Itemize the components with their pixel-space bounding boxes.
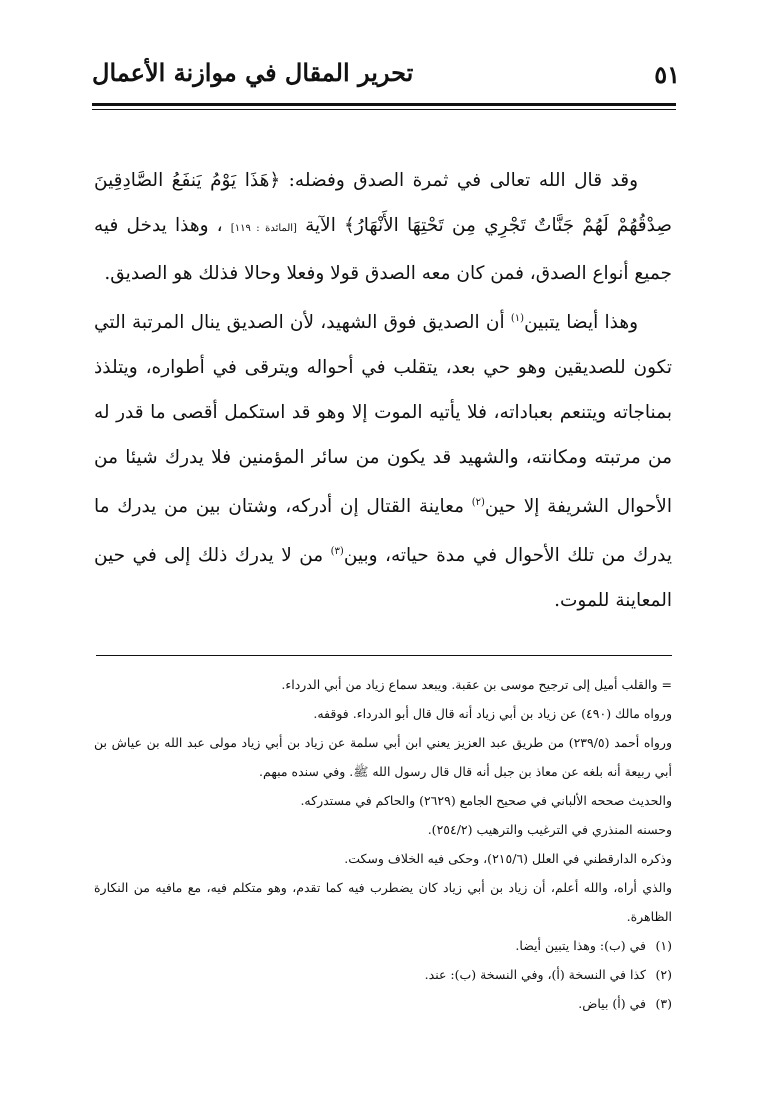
header-rule-thin — [92, 109, 676, 110]
footnote-separator — [96, 655, 672, 656]
footnote-3 — [94, 989, 672, 1018]
footnote-number: (١) — [655, 938, 672, 953]
footnote-1 — [94, 931, 672, 960]
page-number: ٥١ — [654, 60, 680, 89]
footnote-continuation-7: والذي أراه، والله أعلم، أن زياد بن أبي زياد كان يضطرب فيه كما تقدم، وهو متكلم فيه، مع مافيه من النكارة الظاهرة. — [94, 880, 672, 924]
footnote-continuation-5: وحسنه المنذري في الترغيب والترهيب (٢٥٤/٢). — [427, 822, 672, 837]
footnote-continuation-2: ورواه مالك (٤٩٠) عن زياد بن أبي زياد أنه قال قال أبو الدرداء. فوقفه. — [313, 706, 672, 721]
footnote-continuation-4: والحديث صححه الألباني في صحيح الجامع (٢٦٢٩) والحاكم في مستدركه. — [300, 793, 672, 808]
footnote-ref-3: (٣) — [330, 546, 344, 558]
footnote-ref-2: (٢) — [471, 497, 485, 509]
paragraph-2 — [94, 296, 672, 623]
footnote-text: كذا في النسخة (أ)، وفي النسخة (ب): عند. — [424, 967, 646, 982]
p1-rest: ، وهذا يدخل فيه جميع أنواع الصدق، فمن كان معه الصدق قولا وفعلا وحالا فذلك هو الصديق. — [94, 215, 672, 284]
verse-reference: [المائدة : ١١٩] — [230, 223, 297, 234]
footnote-ref-1: (١) — [510, 313, 525, 324]
footnote-number: (٢) — [655, 967, 672, 982]
footnote-2 — [94, 960, 672, 989]
p2-d: من لا يدرك ذلك إلى في حين المعاينة للموت. — [94, 545, 672, 612]
p1-aya: الآية — [296, 215, 345, 236]
p2-b: أن الصديق فوق الشهيد، لأن الصديق ينال المرتبة التي تكون للصديقين وهو حي بعد، يتقلب في أحواله ويترقى في أطواره، ويتلذذ بمناجاته ويتنعم بعباداته، فلا يأتيه الموت إلا وهو قد استكمل أقصى ما قدر له من مرتبته ومكانته، والشهيد قد يكون من سائر المؤمنين فلا يدرك شيئا من الأحوال الشريفة إلا حين — [94, 312, 672, 518]
footnote-number: (٣) — [655, 996, 672, 1011]
footnote-continuation-6: وذكره الدارقطني في العلل (٢١٥/٦)، وحكى فيه الخلاف وسكت. — [344, 851, 672, 866]
p2-a: وهذا أيضا يتبين — [524, 312, 639, 334]
footnote-continuation-3: ورواه أحمد (٢٣٩/٥) من طريق عبد العزيز يعني ابن أبي سلمة عن زياد بن أبي زياد مولى عبد الله بن عياش بن أبي ربيعة أنه بلغه عن معاذ بن جبل أنه قال قال رسول الله ﷺ. وفي سنده مبهم. — [94, 735, 672, 779]
footnote-text: في (أ) بياض. — [578, 996, 646, 1011]
quran-verse: ﴿هَذَا يَوْمُ يَنفَعُ الصَّادِقِينَ صِدْقُهُمْ لَهُمْ جَنَّاتٌ تَجْرِي مِن تَحْتِهَا الأَنْهَارُ﴾ — [94, 170, 672, 236]
footnote-continuation-1: = والقلب أميل إلى ترجيح موسى بن عقبة. ويبعد سماع زياد من أبي الدرداء. — [281, 677, 672, 692]
p1-intro: وقد قال الله تعالى في ثمرة الصدق وفضله: — [280, 170, 639, 191]
paragraph-1 — [94, 158, 672, 296]
main-text — [94, 158, 672, 623]
footnotes — [94, 670, 672, 1018]
running-header-title: تحرير المقال في موازنة الأعمال — [92, 58, 414, 87]
footnote-text: في (ب): وهذا يتبين أيضا. — [515, 938, 646, 953]
header-rule-thick — [92, 103, 676, 106]
p2-c: معاينة القتال إن أدركه، وشتان بين من يدرك ما يدرك من تلك الأحوال في مدة حياته، وبين — [94, 496, 672, 567]
